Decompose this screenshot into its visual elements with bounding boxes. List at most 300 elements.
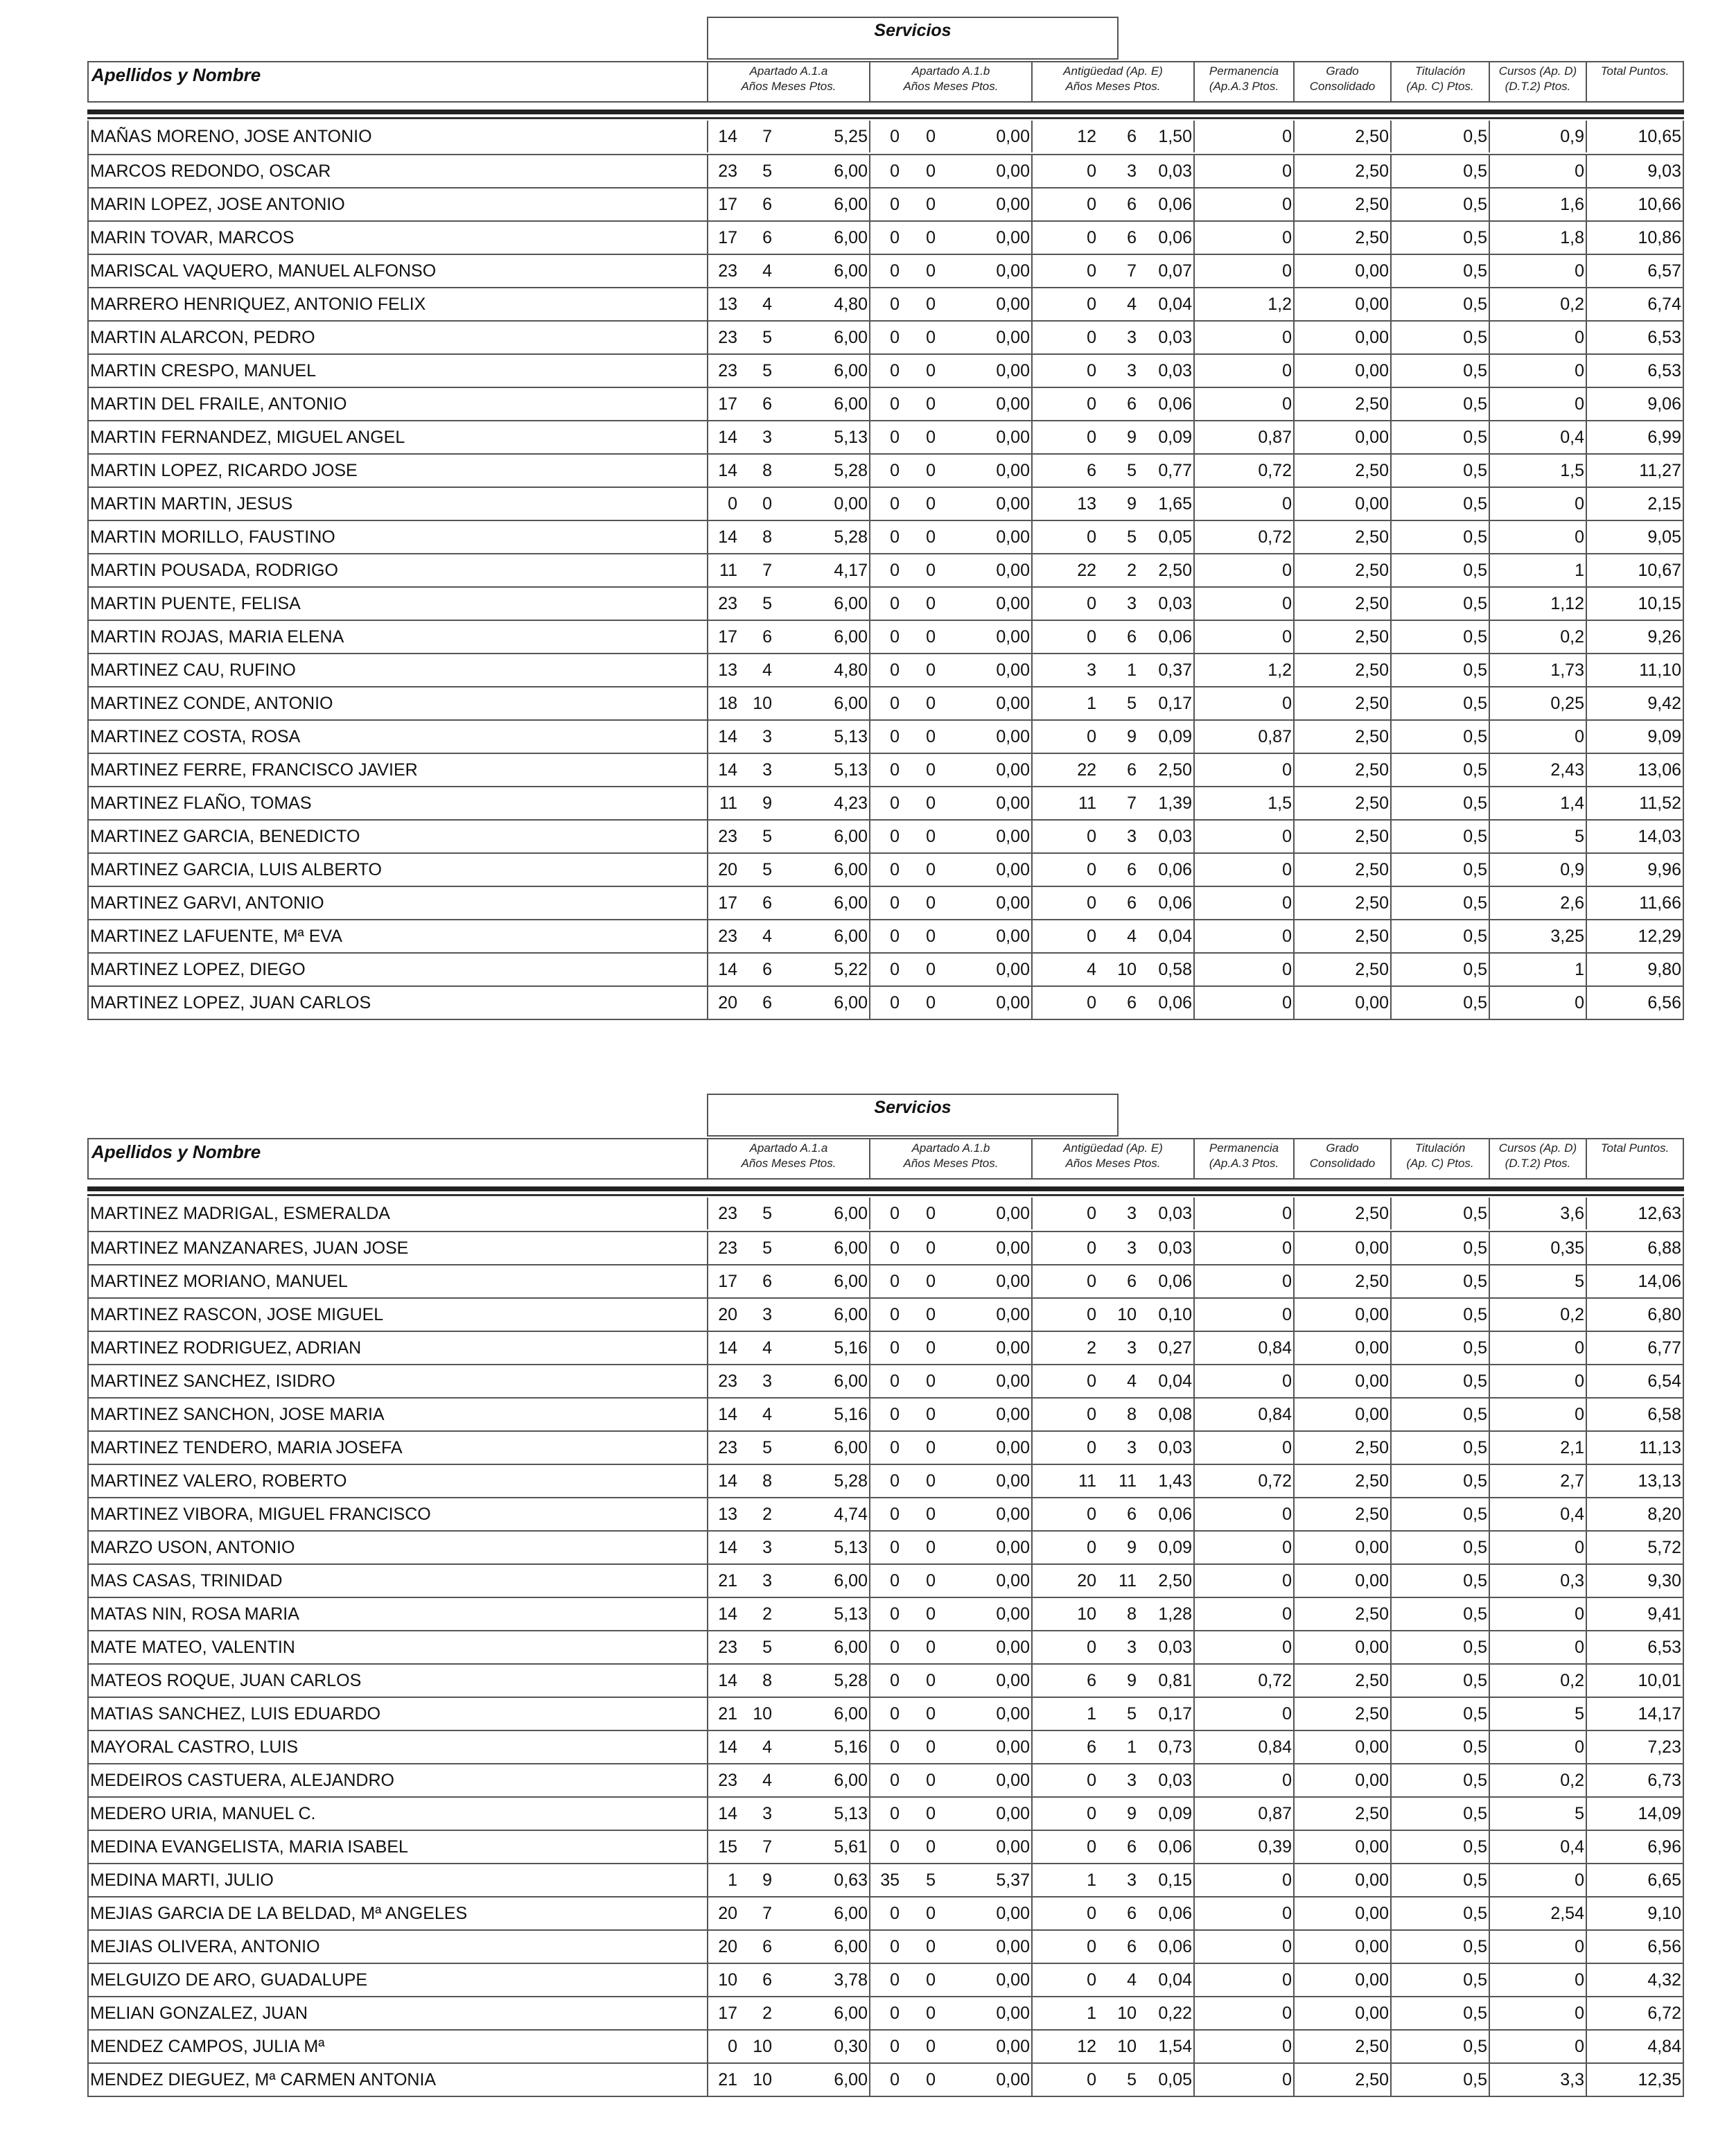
- column-divider: [1193, 388, 1195, 420]
- titulacion-points: 0,5: [1463, 727, 1487, 746]
- cursos-points: 0,2: [1560, 1771, 1584, 1790]
- column-divider: [1489, 754, 1490, 786]
- ant-years: 12: [1077, 2037, 1096, 2056]
- ant-points: 0,15: [1158, 1870, 1192, 1890]
- titulacion-points: 0,5: [1463, 1538, 1487, 1557]
- column-divider: [1293, 1232, 1295, 1264]
- cursos-points: 0,9: [1560, 860, 1584, 879]
- total-points: 14,17: [1638, 1704, 1681, 1724]
- column-divider: [1293, 954, 1295, 985]
- ant-points: 2,50: [1158, 561, 1192, 580]
- ant-years: 0: [1087, 1638, 1096, 1657]
- column-divider: [1193, 1265, 1195, 1297]
- a1a-years: 23: [718, 1638, 737, 1657]
- titulacion-points: 0,5: [1463, 195, 1487, 214]
- a1b-months: 0: [926, 1471, 936, 1491]
- a1a-years: 17: [718, 893, 737, 913]
- grado-points: 2,50: [1355, 893, 1389, 913]
- ant-years: 0: [1087, 1837, 1096, 1857]
- ant-points: 0,17: [1158, 1704, 1192, 1724]
- titulacion-points: 0,5: [1463, 960, 1487, 979]
- column-divider: [1031, 288, 1033, 320]
- column-divider: [1586, 1432, 1587, 1464]
- permanencia-points: 0: [1282, 760, 1292, 780]
- column-divider: [1193, 222, 1195, 254]
- column-divider: [1390, 554, 1392, 586]
- cursos-points: 0: [1575, 527, 1584, 547]
- a1a-months: 4: [762, 927, 772, 946]
- employee-name: MARTIN DEL FRAILE, ANTONIO: [90, 394, 347, 414]
- a1a-points: 6,00: [834, 694, 868, 713]
- a1b-years: 0: [890, 261, 900, 281]
- a1a-years: 21: [718, 2070, 737, 2089]
- ant-years: 11: [1078, 1471, 1096, 1491]
- permanencia-points: 0: [1282, 1970, 1292, 1990]
- grado-points: 2,50: [1355, 627, 1389, 647]
- column-header-row: [87, 1138, 1684, 1180]
- a1b-years: 0: [890, 727, 900, 746]
- column-divider: [1390, 1931, 1392, 1963]
- a1a-points: 6,00: [834, 2004, 868, 2023]
- ant-years: 0: [1087, 594, 1096, 613]
- column-divider: [1586, 322, 1587, 353]
- grado-points: 2,50: [1355, 195, 1389, 214]
- a1b-months: 0: [926, 794, 936, 813]
- ant-years: 11: [1078, 794, 1096, 813]
- cursos-points: 1,12: [1550, 594, 1584, 613]
- a1b-years: 0: [890, 1438, 900, 1457]
- cursos-points: 0: [1575, 727, 1584, 746]
- ant-months: 6: [1127, 127, 1137, 146]
- titulacion-points: 0,5: [1463, 527, 1487, 547]
- a1b-points: 0,00: [996, 1405, 1030, 1424]
- column-divider: [1193, 854, 1195, 886]
- column-divider: [1390, 355, 1392, 387]
- column-divider: [1193, 1997, 1195, 2029]
- a1b-months: 0: [926, 1338, 936, 1358]
- cursos-points: 0: [1575, 1970, 1584, 1990]
- table-row: [89, 220, 1683, 254]
- permanencia-points: 0: [1282, 261, 1292, 281]
- cursos-points: 0,4: [1560, 428, 1584, 447]
- table-row: [89, 1530, 1683, 1563]
- a1b-months: 0: [926, 1837, 936, 1857]
- a1a-years: 20: [718, 993, 737, 1013]
- a1b-years: 0: [890, 1305, 900, 1324]
- employee-name: MARISCAL VAQUERO, MANUEL ALFONSO: [90, 261, 437, 281]
- grado-points: 2,50: [1355, 161, 1389, 181]
- column-divider: [1031, 1498, 1033, 1530]
- column-divider: [1193, 687, 1195, 719]
- column-divider: [1489, 1831, 1490, 1863]
- column-divider: [1293, 288, 1295, 320]
- total-points: 10,01: [1638, 1671, 1681, 1690]
- column-divider: [1293, 1665, 1295, 1697]
- column-divider: [1390, 1665, 1392, 1697]
- table-row: [89, 320, 1683, 353]
- employee-name: MARTIN CRESPO, MANUEL: [90, 361, 316, 380]
- a1a-points: 6,00: [834, 893, 868, 913]
- cursos-points: 5: [1575, 1804, 1584, 1823]
- a1b-months: 0: [926, 1238, 936, 1258]
- total-points: 9,80: [1647, 960, 1681, 979]
- column-divider: [1390, 821, 1392, 852]
- total-points: 8,20: [1647, 1505, 1681, 1524]
- column-divider: [1390, 1864, 1392, 1896]
- a1b-months: 0: [926, 1305, 936, 1324]
- column-divider: [1489, 1964, 1490, 1996]
- table-row: [89, 2029, 1683, 2062]
- column-divider: [1293, 1498, 1295, 1530]
- column-divider: [1293, 588, 1295, 620]
- column-divider: [1031, 887, 1033, 919]
- permanencia-points: 0: [1282, 594, 1292, 613]
- column-divider: [1031, 1831, 1033, 1863]
- ant-points: 0,10: [1158, 1305, 1192, 1324]
- a1a-months: 2: [762, 1505, 772, 1524]
- titulacion-points: 0,5: [1463, 428, 1487, 447]
- column-divider: [1586, 1498, 1587, 1530]
- total-points: 6,53: [1647, 361, 1681, 380]
- a1a-months: 4: [762, 1405, 772, 1424]
- ant-points: 0,06: [1158, 893, 1192, 913]
- column-divider: [1031, 189, 1033, 220]
- permanencia-points: 0: [1282, 1238, 1292, 1258]
- a1a-months: 8: [762, 527, 772, 547]
- a1a-points: 6,00: [834, 1771, 868, 1790]
- ant-months: 6: [1127, 893, 1137, 913]
- grado-points: 2,50: [1355, 1505, 1389, 1524]
- column-divider: [1193, 1864, 1195, 1896]
- a1b-years: 0: [890, 394, 900, 414]
- titulacion-points: 0,5: [1463, 1238, 1487, 1258]
- table-row: [89, 919, 1683, 952]
- a1b-years: 0: [890, 1604, 900, 1624]
- cursos-points: 0: [1575, 1405, 1584, 1424]
- column-divider: [1293, 787, 1295, 819]
- a1a-months: 3: [762, 1371, 772, 1391]
- a1a-years: 17: [718, 394, 737, 414]
- permanencia-points: 0: [1282, 1305, 1292, 1324]
- ant-years: 12: [1077, 127, 1096, 146]
- total-points: 11,66: [1639, 893, 1681, 913]
- column-divider: [1586, 1665, 1587, 1697]
- total-points: 10,65: [1638, 127, 1681, 146]
- a1b-points: 0,00: [996, 295, 1030, 314]
- column-divider: [1193, 322, 1195, 353]
- titulacion-points: 0,5: [1463, 694, 1487, 713]
- a1a-years: 20: [718, 1904, 737, 1923]
- permanencia-points: 0: [1282, 228, 1292, 247]
- a1a-years: 14: [718, 1737, 737, 1757]
- column-divider: [1390, 1365, 1392, 1397]
- a1b-years: 0: [890, 1272, 900, 1291]
- titulacion-points: 0,5: [1463, 295, 1487, 314]
- ant-points: 0,06: [1158, 1937, 1192, 1956]
- a1a-points: 5,16: [834, 1405, 868, 1424]
- ant-points: 0,09: [1158, 1538, 1192, 1557]
- column-divider: [1293, 1864, 1295, 1896]
- a1b-years: 0: [890, 827, 900, 846]
- a1a-months: 10: [753, 1704, 772, 1724]
- employee-name: MARTINEZ GARCIA, LUIS ALBERTO: [90, 860, 382, 879]
- column-divider: [1390, 1232, 1392, 1264]
- a1a-points: 4,17: [834, 561, 868, 580]
- table-row: [89, 453, 1683, 487]
- total-points: 6,57: [1647, 261, 1681, 281]
- titulacion-points: 0,5: [1463, 1704, 1487, 1724]
- a1a-points: 6,00: [834, 993, 868, 1013]
- column-divider: [1193, 821, 1195, 852]
- column-divider: [1293, 721, 1295, 753]
- column-divider: [1586, 787, 1587, 819]
- column-divider: [1390, 1332, 1392, 1364]
- permanencia-points: 0: [1282, 394, 1292, 414]
- total-points: 12,29: [1638, 927, 1681, 946]
- column-divider: [1489, 787, 1490, 819]
- employee-name: MARTINEZ VIBORA, MIGUEL FRANCISCO: [90, 1505, 431, 1524]
- column-divider: [1031, 554, 1033, 586]
- a1b-years: 0: [890, 328, 900, 347]
- ant-months: 6: [1127, 993, 1137, 1013]
- ant-years: 6: [1087, 1671, 1096, 1690]
- permanencia-points: 0: [1282, 993, 1292, 1013]
- titulacion-points: 0,5: [1463, 127, 1487, 146]
- column-divider: [1489, 1764, 1490, 1796]
- table-row: [89, 187, 1683, 220]
- ant-months: 6: [1127, 760, 1137, 780]
- column-divider: [1586, 987, 1587, 1019]
- column-divider: [1489, 887, 1490, 919]
- column-divider: [1031, 987, 1033, 1019]
- column-header-row: [87, 61, 1684, 103]
- ant-months: 6: [1127, 1272, 1137, 1291]
- total-points: 6,65: [1647, 1870, 1681, 1890]
- column-divider: [1586, 455, 1587, 487]
- permanencia-points: 0,72: [1258, 461, 1292, 480]
- a1b-points: 0,00: [996, 1970, 1030, 1990]
- ant-years: 0: [1087, 328, 1096, 347]
- table-row: [89, 1198, 1683, 1231]
- ant-points: 0,05: [1158, 527, 1192, 547]
- column-divider: [1031, 1698, 1033, 1730]
- a1b-points: 0,00: [996, 394, 1030, 414]
- a1b-points: 0,00: [996, 660, 1030, 680]
- table-row: [89, 1697, 1683, 1730]
- column-divider: [1031, 687, 1033, 719]
- a1b-points: 0,00: [996, 1371, 1030, 1391]
- titulacion-points: 0,5: [1463, 1970, 1487, 1990]
- cursos-points: 0: [1575, 2004, 1584, 2023]
- column-divider: [1489, 1399, 1490, 1430]
- a1b-years: 0: [890, 927, 900, 946]
- employee-name: MENDEZ CAMPOS, JULIA Mª: [90, 2037, 325, 2056]
- ant-months: 4: [1127, 1371, 1137, 1391]
- column-divider: [1193, 1365, 1195, 1397]
- a1b-points: 0,00: [996, 1771, 1030, 1790]
- total-points: 13,06: [1638, 760, 1681, 780]
- a1a-column-header: Apartado A.1.a Años Meses Ptos.: [707, 1139, 869, 1178]
- column-divider: [1489, 1332, 1490, 1364]
- a1a-months: 8: [762, 1671, 772, 1690]
- grado-points: 0,00: [1355, 1771, 1389, 1790]
- grado-points: 2,50: [1355, 561, 1389, 580]
- titulacion-points: 0,5: [1463, 328, 1487, 347]
- ant-years: 0: [1087, 927, 1096, 946]
- total-points: 10,15: [1638, 594, 1681, 613]
- ant-months: 4: [1127, 927, 1137, 946]
- column-divider: [1293, 920, 1295, 952]
- cursos-points: 0,2: [1560, 295, 1584, 314]
- permanencia-points: 0,72: [1258, 1671, 1292, 1690]
- column-divider: [1489, 255, 1490, 287]
- ant-points: 0,08: [1158, 1405, 1192, 1424]
- table-row: [89, 1663, 1683, 1697]
- employee-name: MARTINEZ VALERO, ROBERTO: [90, 1471, 347, 1491]
- ant-years: 0: [1087, 1438, 1096, 1457]
- ant-months: 6: [1127, 1904, 1137, 1923]
- permanencia-points: 0: [1282, 195, 1292, 214]
- a1a-months: 3: [762, 1305, 772, 1324]
- column-divider: [1489, 288, 1490, 320]
- column-divider: [1193, 1665, 1195, 1697]
- total-points: 6,56: [1647, 993, 1681, 1013]
- ant-months: 5: [1127, 1704, 1137, 1724]
- column-divider: [1031, 1598, 1033, 1630]
- column-divider: [1586, 521, 1587, 553]
- grado-points: 0,00: [1355, 1238, 1389, 1258]
- a1b-points: 0,00: [996, 927, 1030, 946]
- column-divider: [1193, 1598, 1195, 1630]
- a1a-years: 14: [718, 1604, 737, 1624]
- ant-points: 0,09: [1158, 1804, 1192, 1823]
- a1a-months: 5: [762, 860, 772, 879]
- a1a-years: 11: [719, 794, 737, 813]
- ant-months: 3: [1127, 594, 1137, 613]
- column-divider: [1293, 1898, 1295, 1929]
- a1b-years: 0: [890, 594, 900, 613]
- titulacion-points: 0,5: [1463, 660, 1487, 680]
- column-divider: [1031, 121, 1033, 152]
- column-divider: [1489, 1432, 1490, 1464]
- grado-points: 2,50: [1355, 760, 1389, 780]
- a1a-months: 6: [762, 993, 772, 1013]
- employee-name: MARTIN FERNANDEZ, MIGUEL ANGEL: [90, 428, 405, 447]
- ant-points: 0,06: [1158, 860, 1192, 879]
- employee-name: MARTIN POUSADA, RODRIGO: [90, 561, 338, 580]
- table-row: [89, 1331, 1683, 1364]
- table-row: [89, 287, 1683, 320]
- cursos-points: 0: [1575, 1604, 1584, 1624]
- ant-points: 1,65: [1158, 494, 1192, 514]
- column-divider: [1193, 1698, 1195, 1730]
- column-divider: [1586, 1698, 1587, 1730]
- ant-months: 1: [1127, 660, 1137, 680]
- titulacion-points: 0,5: [1463, 1405, 1487, 1424]
- total-points: 14,03: [1638, 827, 1681, 846]
- a1a-months: 7: [762, 1904, 772, 1923]
- column-divider: [1489, 654, 1490, 686]
- column-divider: [1489, 355, 1490, 387]
- column-divider: [1031, 1332, 1033, 1364]
- a1a-years: 14: [718, 1538, 737, 1557]
- column-divider: [1293, 1432, 1295, 1464]
- column-divider: [1390, 588, 1392, 620]
- a1b-points: 0,00: [996, 960, 1030, 979]
- titulacion-points: 0,5: [1463, 1904, 1487, 1923]
- column-divider: [1031, 854, 1033, 886]
- ant-months: 6: [1127, 228, 1137, 247]
- table-row: [89, 852, 1683, 886]
- cursos-points: 2,1: [1560, 1438, 1584, 1457]
- column-divider: [1293, 1332, 1295, 1364]
- grado-points: 2,50: [1355, 127, 1389, 146]
- grado-points: 2,50: [1355, 1604, 1389, 1624]
- permanencia-points: 0: [1282, 561, 1292, 580]
- ant-months: 3: [1127, 1338, 1137, 1358]
- header-divider-thin: [87, 1194, 1684, 1196]
- table-row: [89, 1364, 1683, 1397]
- column-divider: [1390, 521, 1392, 553]
- a1a-points: 6,00: [834, 1272, 868, 1291]
- column-divider: [1293, 987, 1295, 1019]
- a1b-points: 0,00: [996, 328, 1030, 347]
- column-divider: [1293, 621, 1295, 653]
- ant-months: 3: [1127, 328, 1137, 347]
- table-row: [89, 1929, 1683, 1963]
- column-divider: [1489, 1498, 1490, 1530]
- ant-points: 0,03: [1158, 1438, 1192, 1457]
- total-points: 6,72: [1647, 2004, 1681, 2023]
- permanencia-points: 0: [1282, 1438, 1292, 1457]
- a1a-years: 23: [718, 328, 737, 347]
- ant-months: 5: [1127, 527, 1137, 547]
- table-row: [89, 1297, 1683, 1331]
- total-points: 10,86: [1638, 228, 1681, 247]
- column-divider: [1193, 1332, 1195, 1364]
- a1b-years: 0: [890, 1338, 900, 1358]
- total-points: 10,67: [1638, 561, 1681, 580]
- column-divider: [1293, 1631, 1295, 1663]
- titulacion-points: 0,5: [1463, 1272, 1487, 1291]
- column-divider: [1193, 987, 1195, 1019]
- a1a-points: 6,00: [834, 328, 868, 347]
- ant-points: 0,58: [1158, 960, 1192, 979]
- total-points: 11,27: [1639, 461, 1681, 480]
- ant-years: 2: [1087, 1338, 1096, 1358]
- ant-points: 0,06: [1158, 394, 1192, 414]
- a1a-points: 6,00: [834, 228, 868, 247]
- column-divider: [1031, 1432, 1033, 1464]
- employee-name: MARTINEZ GARVI, ANTONIO: [90, 893, 324, 913]
- employee-name: MARTINEZ COSTA, ROSA: [90, 727, 301, 746]
- column-divider: [1193, 121, 1195, 152]
- a1a-years: 23: [718, 1438, 737, 1457]
- table-row: [89, 1464, 1683, 1497]
- ant-points: 1,50: [1158, 127, 1192, 146]
- ant-points: 0,27: [1158, 1338, 1192, 1358]
- column-divider: [1193, 421, 1195, 453]
- titulacion-points: 0,5: [1463, 1505, 1487, 1524]
- a1a-years: 13: [718, 660, 737, 680]
- column-divider: [1489, 1565, 1490, 1597]
- a1b-points: 0,00: [996, 1638, 1030, 1657]
- column-divider: [1031, 1365, 1033, 1397]
- grado-points: 2,50: [1355, 1671, 1389, 1690]
- ant-years: 0: [1087, 394, 1096, 414]
- a1b-points: 0,00: [996, 1305, 1030, 1324]
- a1a-years: 21: [718, 1704, 737, 1724]
